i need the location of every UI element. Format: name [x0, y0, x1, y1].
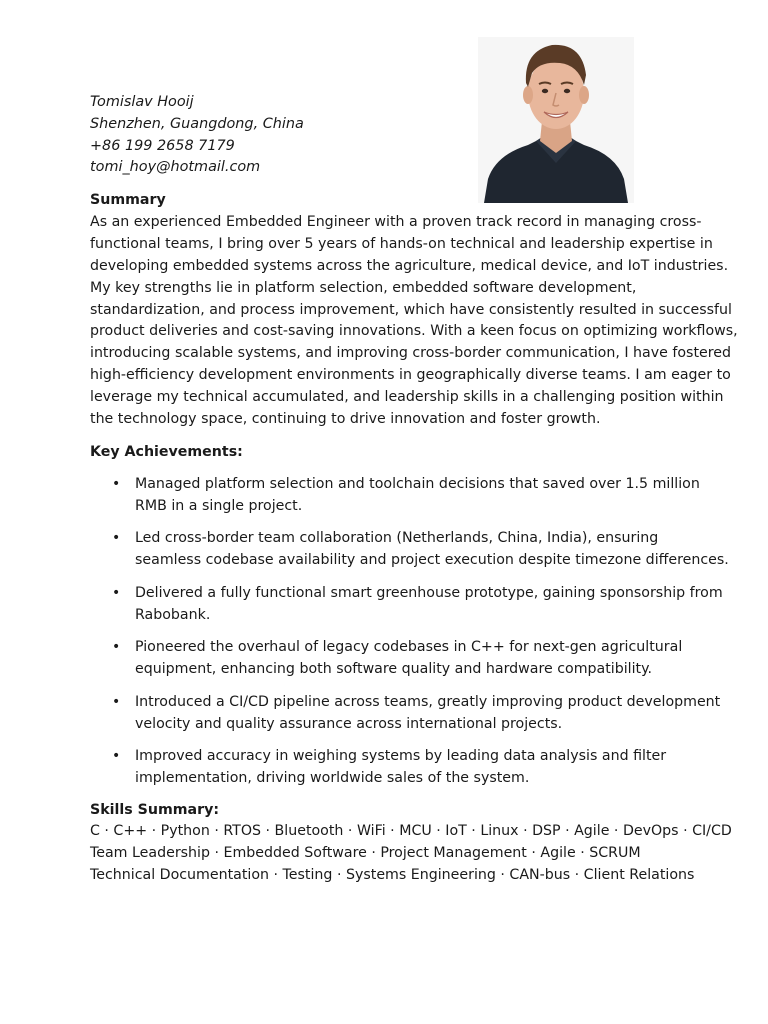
- summary-heading: Summary: [90, 192, 166, 208]
- achievement-line: implementation, driving worldwide sales of the system.: [135, 769, 530, 786]
- summary-line: My key strengths lie in platform selection, embedded software development,: [90, 279, 637, 296]
- bullet-icon: •: [112, 693, 121, 710]
- contact-email: tomi_hoy@hotmail.com: [90, 159, 261, 176]
- summary-line: high-efficiency development environments in geographically diverse teams. I am eager to: [90, 367, 731, 384]
- summary-line: As an experienced Embedded Engineer with a proven track record in managing cross-: [90, 214, 702, 230]
- achievement-line: Rabobank.: [135, 606, 211, 623]
- profile-photo: [478, 37, 634, 203]
- bullet-icon: •: [112, 584, 121, 601]
- summary-line: standardization, and process improvement, which have consistently resulted in successful: [90, 301, 732, 318]
- achievement-item: [90, 582, 723, 626]
- bullet-icon: •: [112, 476, 121, 492]
- summary-paragraph: [90, 212, 738, 431]
- summary-line: functional teams, I bring over 5 years of hands-on technical and leadership expertise in: [90, 235, 713, 252]
- summary-line: product deliveries and cost-saving innovations. With a keen focus on optimizing workflows,: [90, 323, 738, 340]
- summary-line: the technology space, continuing to drive innovation and foster growth.: [90, 411, 601, 428]
- skills-line: C · C++ · Python · RTOS · Bluetooth · WiFi · MCU · IoT · Linux · DSP · Agile · DevOps · CI/CD: [90, 823, 732, 839]
- achievement-item: [90, 473, 700, 517]
- achievement-item: [90, 691, 721, 735]
- achievements-list: [90, 473, 729, 799]
- achievements-heading: Key Achievements:: [90, 444, 243, 460]
- summary-line: introducing scalable systems, and improving cross-border communication, I have fostered: [90, 345, 731, 362]
- achievement-line: velocity and quality assurance across international projects.: [135, 715, 563, 732]
- contact-location: Shenzhen, Guangdong, China: [90, 115, 304, 132]
- achievement-line: RMB in a single project.: [135, 498, 303, 514]
- achievement-line: equipment, enhancing both software quality and hardware compatibility.: [135, 661, 652, 678]
- achievement-item: [90, 745, 690, 789]
- bullet-icon: •: [112, 530, 121, 547]
- contact-block: [90, 92, 304, 179]
- achievement-item: [90, 527, 729, 571]
- contact-name: Tomislav Hooij: [90, 94, 194, 110]
- contact-phone: +86 199 2658 7179: [90, 137, 235, 154]
- bullet-icon: •: [112, 747, 121, 764]
- achievement-line: seamless codebase availability and project execution despite timezone differences.: [135, 552, 729, 569]
- achievement-line: Delivered a fully functional smart greenhouse prototype, gaining sponsorship from: [135, 584, 723, 601]
- skills-heading: Skills Summary:: [90, 802, 220, 818]
- summary-line: leverage my technical accumulated, and leadership skills in a challenging position within: [90, 389, 724, 406]
- achievement-line: Improved accuracy in weighing systems by leading data analysis and filter: [135, 747, 667, 764]
- skills-line: Technical Documentation · Testing · Systems Engineering · CAN-bus · Client Relations: [90, 866, 695, 883]
- achievement-line: Managed platform selection and toolchain decisions that saved over 1.5 million: [135, 476, 700, 492]
- achievement-line: Introduced a CI/CD pipeline across teams, greatly improving product development: [135, 693, 721, 710]
- bullet-icon: •: [112, 639, 121, 656]
- achievement-line: Pioneered the overhaul of legacy codebases in C++ for next-gen agricultural: [135, 639, 683, 656]
- summary-line: developing embedded systems across the agriculture, medical device, and IoT industries.: [90, 257, 729, 274]
- achievement-line: Led cross-border team collaboration (Netherlands, China, India), ensuring: [135, 530, 659, 547]
- skills-block: [90, 821, 732, 887]
- achievement-item: [90, 636, 690, 680]
- skills-line: Team Leadership · Embedded Software · Project Management · Agile · SCRUM: [90, 844, 641, 861]
